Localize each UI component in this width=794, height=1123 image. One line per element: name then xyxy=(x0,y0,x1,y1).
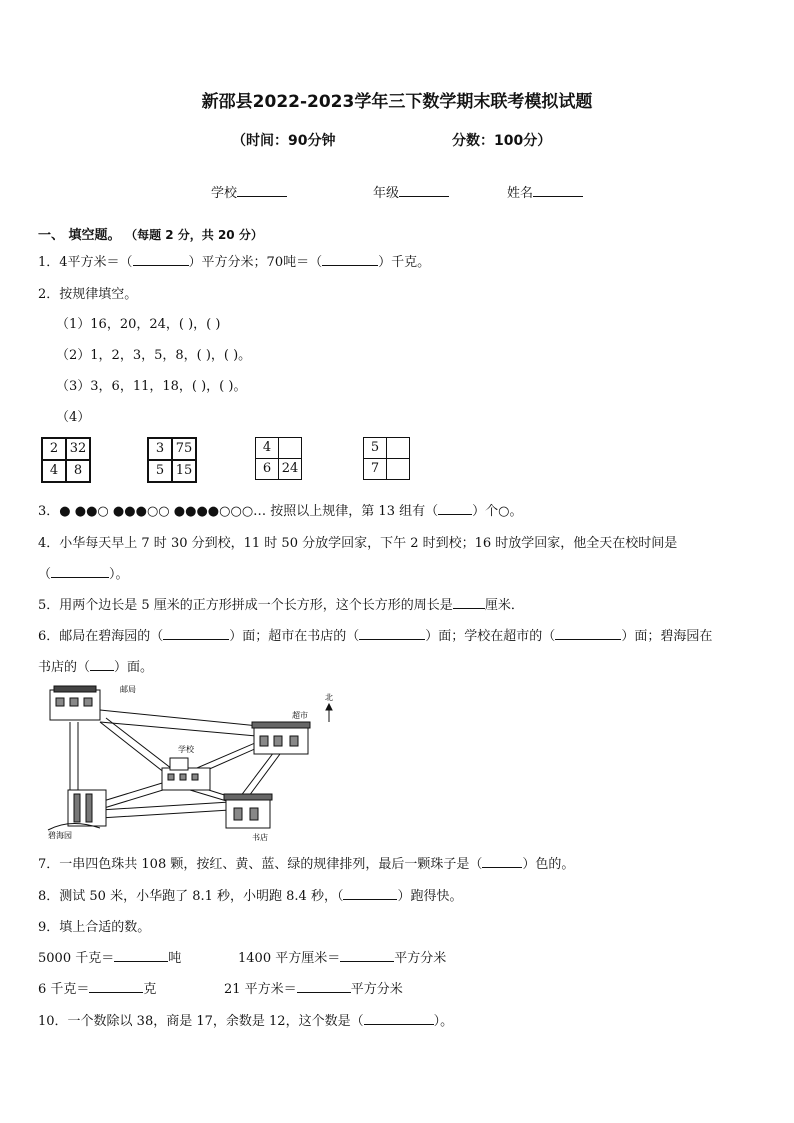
school-field xyxy=(211,182,287,201)
grid-cell: 8 xyxy=(66,460,90,482)
question-9-part-d: 21 平方米＝ 平方分米 xyxy=(224,982,403,997)
north-label: 北 xyxy=(325,693,333,702)
question-10: 10．一个数除以 38，商是 17，余数是 12，这个数是（ ）。 xyxy=(38,1014,454,1029)
grid-cell: 5 xyxy=(364,438,387,459)
grid-cell: 24 xyxy=(279,459,302,480)
grade-label: 年级 xyxy=(373,186,400,201)
question-2-part-4: （4） xyxy=(56,410,91,425)
grid-cell xyxy=(279,438,302,459)
grid-cell xyxy=(387,438,410,459)
number-grid-4 xyxy=(363,437,410,480)
question-4-answer: （ ）。 xyxy=(38,567,129,582)
grade-field xyxy=(373,182,449,201)
name-label: 姓名 xyxy=(507,186,534,201)
bookstore-building xyxy=(224,794,272,828)
section-label: 一、 填空题。 xyxy=(38,228,121,243)
question-9-part-a: 5000 千克＝ 吨 xyxy=(38,951,182,966)
garden-building xyxy=(48,790,106,830)
question-9-part-b: 1400 平方厘米＝ 平方分米 xyxy=(238,951,447,966)
grid-cell: 15 xyxy=(172,460,196,482)
north-arrow xyxy=(326,704,332,722)
number-grid-1 xyxy=(41,437,91,483)
number-grid-2 xyxy=(147,437,197,483)
grid-cell: 7 xyxy=(364,459,387,480)
grid-cell: 6 xyxy=(256,459,279,480)
section-points: （每题 2 分，共 20 分） xyxy=(125,228,263,242)
question-5: 5．用两个边长是 5 厘米的正方形拼成一个长方形，这个长方形的周长是 厘米． xyxy=(38,598,524,613)
supermarket-label: 超市 xyxy=(292,711,308,720)
location-map xyxy=(40,682,340,842)
page-title: 新邵县2022-2023学年三下数学期末联考模拟试题 xyxy=(201,92,593,112)
grid-cell: 75 xyxy=(172,438,196,460)
school-label: 学校 xyxy=(211,186,238,201)
question-2: 2．按规律填空。 xyxy=(38,287,138,302)
section-heading xyxy=(38,224,263,243)
school-label: 学校 xyxy=(178,745,194,754)
time-label: （时间：90分钟 xyxy=(232,133,336,149)
question-7: 7．一串四色珠共 108 颗，按红、黄、蓝、绿的规律排列，最后一颗珠子是（ ）色的。 xyxy=(38,857,575,872)
grid-cell: 5 xyxy=(148,460,172,482)
grid-cell: 4 xyxy=(256,438,279,459)
question-1: 1．4平方米＝（ ）平方分米；70吨＝（ ）千克。 xyxy=(38,255,431,270)
question-9-part-c: 6 千克＝ 克 xyxy=(38,982,157,997)
grid-cell: 3 xyxy=(148,438,172,460)
question-4: 4．小华每天早上 7 时 30 分到校，11 时 50 分放学回家，下午 2 时到校；16 时放学回家，他全天在校时间是 xyxy=(38,536,678,551)
bookstore-label: 书店 xyxy=(252,833,268,842)
grid-cell: 2 xyxy=(42,438,66,460)
question-6: 6．邮局在碧海园的（ ）面；超市在书店的（ ）面；学校在超市的（ ）面；碧海园在 xyxy=(38,629,713,644)
grid-cell: 4 xyxy=(42,460,66,482)
school-building xyxy=(162,758,210,790)
post-office-building xyxy=(50,686,100,720)
number-grid-3 xyxy=(255,437,302,480)
score-label: 分数：100分） xyxy=(452,133,552,149)
post-office-label: 邮局 xyxy=(120,685,136,694)
question-8: 8．测试 50 米，小华跑了 8.1 秒，小明跑 8.4 秒，（ ）跑得快。 xyxy=(38,889,463,904)
supermarket-building xyxy=(252,722,310,754)
question-9: 9．填上合适的数。 xyxy=(38,920,151,935)
question-2-part-2: （2）1，2，3，5，8，( )，( )。 xyxy=(56,348,252,363)
grid-cell: 32 xyxy=(66,438,90,460)
garden-label: 碧海园 xyxy=(48,831,72,840)
grid-cell xyxy=(387,459,410,480)
question-6-line-2: 书店的（ ）面。 xyxy=(38,660,154,675)
name-field xyxy=(507,182,583,201)
question-3: 3．● ●●○ ●●●○○ ●●●●○○○… 按照以上规律，第 13 组有（ ）个○。 xyxy=(38,504,523,519)
question-2-part-1: （1）16，20，24，( )，( ) xyxy=(56,317,221,332)
question-2-part-3: （3）3，6，11，18，( )，( )。 xyxy=(56,379,247,394)
